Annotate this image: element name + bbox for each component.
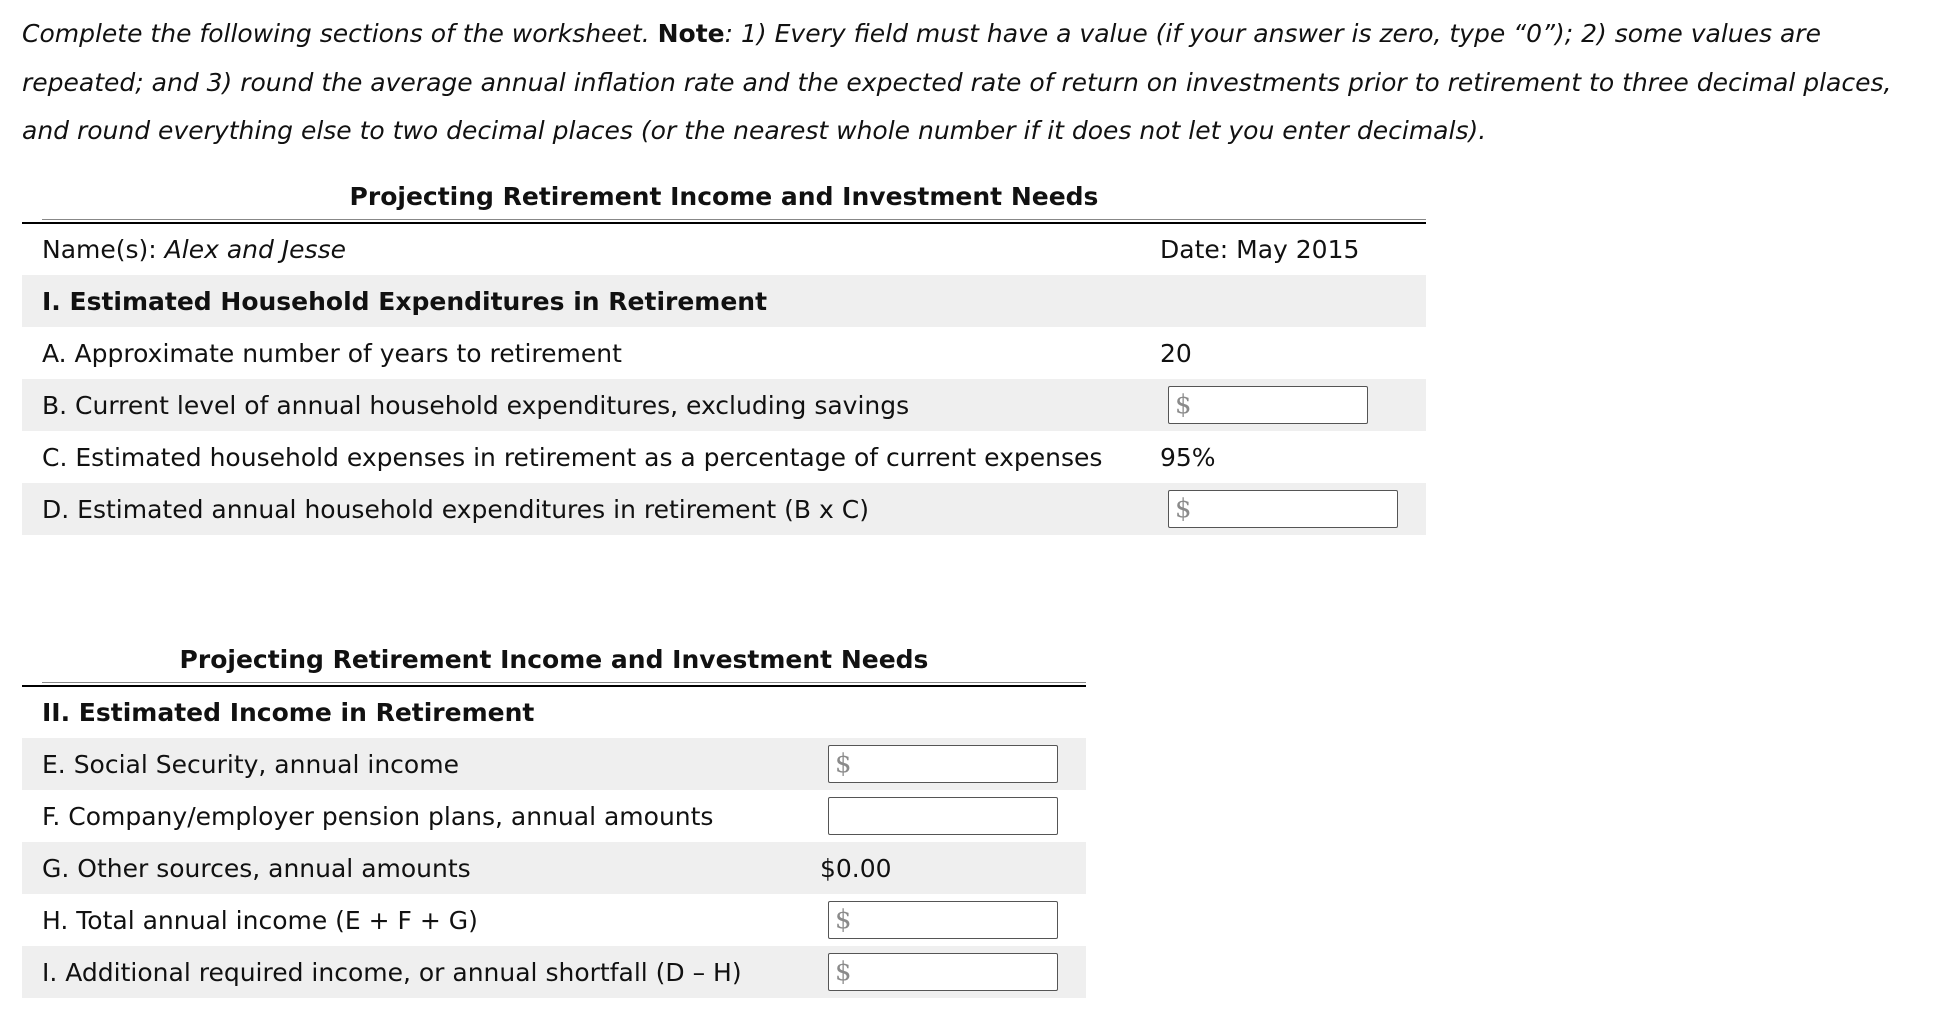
names-label: Name(s): [42, 234, 165, 264]
currency-symbol: $ [835, 905, 852, 935]
row-c-value: 95% [1160, 442, 1216, 472]
row-a-label: A. Approximate number of years to retirement [42, 338, 622, 368]
row-b-label: B. Current level of annual household expenditures, excluding savings [42, 390, 910, 420]
row-f [22, 790, 1086, 842]
instructions-body: : 1) Every field must have a value (if your answer is zero, type “0”); 2) some values are repeated; and 3) round the average annual inflation rate and the expected rate of return on investments prior to retirement to three decimal places, and round everything else to two decimal places (or the nearest whole number if it does not let you enter decimals). [22, 19, 1892, 145]
names-value: Alex and Jesse [164, 234, 346, 264]
row-h-label: H. Total annual income (E + F + G) [42, 905, 478, 935]
worksheet-title: Projecting Retirement Income and Investment Needs [179, 645, 929, 674]
row-c-label: C. Estimated household expenses in retirement as a percentage of current expenses [42, 442, 1103, 472]
currency-symbol: $ [835, 749, 852, 779]
expenditures-worksheet [22, 182, 1426, 535]
row-e-input[interactable] [828, 745, 1058, 783]
row-h [22, 894, 1086, 946]
row-d [22, 483, 1426, 535]
currency-symbol: $ [1175, 494, 1192, 524]
note-label: Note [657, 19, 725, 48]
row-i [22, 946, 1086, 998]
row-f-input[interactable] [828, 797, 1058, 835]
section-heading-row [22, 686, 1086, 738]
row-b-input[interactable] [1168, 386, 1368, 424]
row-i-input[interactable] [828, 953, 1058, 991]
income-worksheet [22, 645, 1086, 998]
row-c [22, 431, 1426, 483]
names-field [42, 235, 346, 264]
instructions-text [22, 10, 1902, 156]
row-a-value: 20 [1160, 338, 1192, 368]
row-g-value: $0.00 [820, 853, 892, 883]
row-h-input[interactable] [828, 901, 1058, 939]
row-b [22, 379, 1426, 431]
worksheet-title: Projecting Retirement Income and Investment Needs [349, 182, 1099, 211]
names-row [22, 223, 1426, 275]
row-i-label: I. Additional required income, or annual shortfall (D – H) [42, 957, 742, 987]
row-d-label: D. Estimated annual household expenditures in retirement (B x C) [42, 494, 869, 524]
row-e-label: E. Social Security, annual income [42, 749, 459, 779]
row-a [22, 327, 1426, 379]
instructions-intro: Complete the following sections of the worksheet. [22, 19, 658, 48]
row-g [22, 842, 1086, 894]
currency-symbol: $ [1175, 390, 1192, 420]
row-g-label: G. Other sources, annual amounts [42, 853, 471, 883]
date-text: Date: May 2015 [1160, 234, 1360, 264]
section-heading-row [22, 275, 1426, 327]
row-e [22, 738, 1086, 790]
row-f-label: F. Company/employer pension plans, annual amounts [42, 801, 714, 831]
row-d-input[interactable] [1168, 490, 1398, 528]
section-heading: II. Estimated Income in Retirement [42, 697, 535, 727]
section-heading: I. Estimated Household Expenditures in Retirement [42, 286, 768, 316]
currency-symbol: $ [835, 957, 852, 987]
